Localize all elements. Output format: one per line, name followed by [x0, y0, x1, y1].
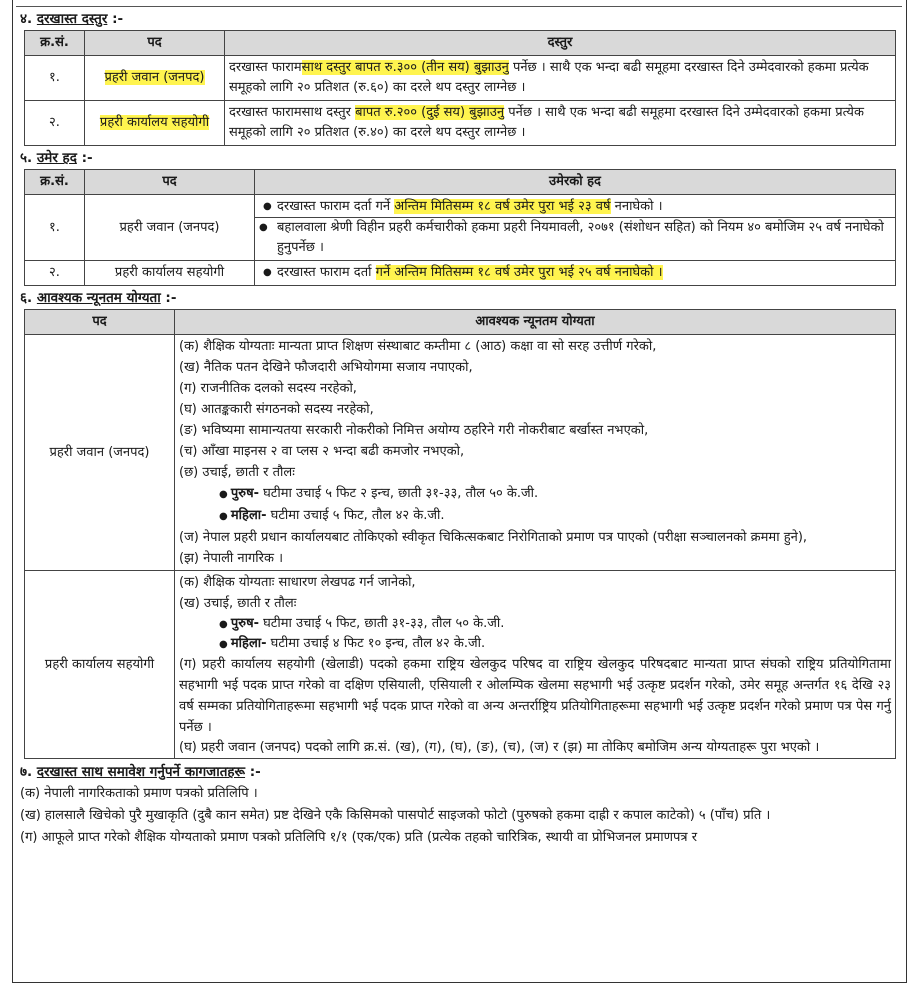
list-item: (ख) उचाई, छाती र तौलः: [179, 596, 297, 611]
table-row: [25, 335, 896, 571]
table-row: [25, 56, 896, 101]
female-label: महिला-: [230, 636, 267, 651]
age-bullets: [259, 197, 891, 258]
list-item: (ग) राजनीतिक दलको सदस्य नरहेको,: [179, 381, 357, 396]
section-5-suffix: :-: [81, 150, 93, 166]
header-age-limit: उमेरको हद: [255, 170, 896, 195]
row-post: प्रहरी कार्यालय सहयोगी: [85, 261, 255, 286]
row-post: प्रहरी कार्यालय सहयोगी: [25, 571, 175, 759]
post-name: प्रहरी जवान (जनपद): [104, 70, 205, 85]
row-fee: [225, 101, 896, 146]
row-post: [85, 56, 225, 101]
list-item: (घ) आतङ्ककारी संगठनको सदस्य नरहेको,: [179, 402, 374, 417]
document-page: [16, 0, 902, 849]
section-7-title: [16, 759, 902, 783]
fee-text-highlight: साथ दस्तुर बापत रु.३०० (तीन सय) बुझाउनु: [301, 60, 509, 75]
row-qualification: [175, 335, 896, 571]
section-4-number: ४.: [20, 11, 33, 27]
list-item: (घ) प्रहरी जवान (जनपद) पदको लागि क्र.सं. (ख), (ग), (घ), (ङ), (च), (ज) र (झ) मा तोकिए बमोजिम अन्य योग्यताहरू पुरा भएको ।: [179, 740, 820, 755]
age-bullets: [259, 263, 891, 283]
section-4-title: [16, 7, 902, 30]
list-item: [259, 197, 891, 217]
documents-list: [16, 783, 902, 849]
list-item: (क) शैक्षिक योग्यताः मान्यता प्राप्त शिक्षण संस्थाबाट कम्तीमा ८ (आठ) कक्षा वा सो सरह उत्तीर्ण गरेको,: [179, 339, 657, 354]
fee-text-pre: दरखास्त फाराम: [229, 60, 302, 75]
row-sn: १.: [25, 195, 85, 261]
list-item: (ङ) भविष्यमा सामान्यतया सरकारी नोकरीको निमित्त अयोग्य ठहरिने गरी नोकरीबाट बर्खास्त नभएको,: [179, 423, 649, 438]
row-age-limit: [255, 195, 896, 261]
list-item: (क) शैक्षिक योग्यताः साधारण लेखपढ गर्न जानेको,: [179, 575, 416, 590]
fee-text-pre: दरखास्त फारामसाथ दस्तुर: [229, 105, 356, 120]
row-age-limit: [255, 261, 896, 286]
header-qualification: आवश्यक न्यूनतम योग्यता: [175, 310, 896, 335]
header-fee: दस्तुर: [225, 31, 896, 56]
page-border-left: [12, 0, 13, 982]
qualification-table-header: [25, 310, 896, 335]
list-item-female: [179, 505, 891, 527]
qualification-list: [179, 572, 891, 757]
header-sn: क्र.सं.: [25, 170, 85, 195]
fee-text-post: पर्नेछ । साथै एक भन्दा बढी समूहमा दरखास्त दिने उम्मेदवारको हकमा प्रत्येक समूहको लागि २० प्रतिशत (रु.६०) का दरले थप दस्तुर लाग्नेछ ।: [229, 60, 869, 95]
list-item-male: [179, 483, 891, 505]
section-6-number: ६.: [20, 290, 33, 306]
list-item: (ख) नैतिक पतन देखिने फौजदारी अभियोगमा सजाय नपाएको,: [179, 360, 473, 375]
qualification-table: [24, 309, 896, 759]
age-text-highlight: गर्ने अन्तिम मितिसम्म १८ वर्ष उमेर पुरा भई २५ वर्ष ननाघेको ।: [375, 265, 663, 280]
section-5-number: ५.: [20, 150, 33, 166]
table-row: [25, 101, 896, 146]
table-row: [25, 195, 896, 261]
header-post: पद: [85, 31, 225, 56]
section-5-title: [16, 146, 902, 169]
list-item: ● बहालवाला श्रेणी विहीन प्रहरी कर्मचारीको हकमा प्रहरी नियमावली, २०७१ (संशोधन सहित) को नियम ४० बमोजिम २५ वर्ष ननाघेको हुनुपर्नेछ ।: [255, 217, 895, 258]
male-text: घटीमा उचाई ५ फिट २ इन्च, छाती ३१-३३, तौल ५० के.जी.: [258, 486, 539, 501]
age-table-header: [25, 170, 896, 195]
row-sn: २.: [25, 101, 85, 146]
list-item: (ग) आफूले प्राप्त गरेको शैक्षिक योग्यताको प्रमाण पत्रको प्रतिलिपि १/१ (एक/एक) प्रति (प्रत्येक तहको चारित्रिक, स्थायी वा प्रोभिजनल प्रमाणपत्र र: [20, 830, 698, 845]
row-fee: [225, 56, 896, 101]
page-border-right: [906, 0, 907, 982]
list-item: [259, 263, 891, 283]
list-item: (झ) नेपाली नागरिक ।: [179, 551, 284, 566]
female-label: महिला-: [230, 508, 267, 523]
section-4-heading: दरखास्त दस्तुर: [36, 11, 108, 27]
row-post: [85, 101, 225, 146]
row-sn: २.: [25, 261, 85, 286]
male-text: घटीमा उचाई ५ फिट, छाती ३१-३३, तौल ५० के.जी.: [258, 616, 505, 631]
row-qualification: [175, 571, 896, 759]
male-label: पुरुष-: [230, 486, 259, 501]
row-sn: १.: [25, 56, 85, 101]
previous-section-fragment: [16, 0, 902, 7]
fee-text-highlight: बापत रु.२०० (दुई सय) बुझाउनु: [355, 105, 505, 120]
male-label: पुरुष-: [230, 616, 259, 631]
header-post: पद: [25, 310, 175, 335]
age-text-pre: दरखास्त फाराम दर्ता: [277, 265, 376, 280]
list-item: (ग) प्रहरी कार्यालय सहयोगी (खेलाडी) पदको हकमा राष्ट्रिय खेलकुद परिषद वा राष्ट्रिय खेलकुद परिषदबाट मान्यता प्राप्त संघको राष्ट्रिय प्रतियोगितामा सहभागी भई पदक प्राप्त गरेको वा दक्षिण एसियाली, एसियाली र ओलम्पिक खेलमा सहभागी भई उत्कृष्ट प्रदर्शन गरेको, उमेर समूह अन्तर्गत १६ देखि २३ वर्ष सम्मका प्रतियोगिताहरूमा सहभागी भई पदक प्राप्त गरेको वा अन्य अन्तर्राष्ट्रिय प्रतियोगिताहरूमा सहभागी भई उत्कृष्ट प्रदर्शन गरेको प्रमाण पत्र पेस गर्नु पर्नेछ ।: [179, 657, 891, 735]
section-7-number: ७.: [20, 764, 33, 780]
row-post: प्रहरी जवान (जनपद): [25, 335, 175, 571]
section-5-heading: उमेर हद: [36, 150, 77, 166]
list-item: (ख) हालसालै खिचेको पुरै मुखाकृति (दुबै कान समेत) प्रष्ट देखिने एकै किसिमको पासपोर्ट साइजको फोटो (पुरुषको हकमा दाह्री र कपाल काटेको) ५ (पाँच) प्रति ।: [20, 808, 771, 823]
post-name: प्रहरी कार्यालय सहयोगी: [99, 115, 210, 130]
list-item: (ज) नेपाल प्रहरी प्रधान कार्यालयबाट तोकिएको स्वीकृत चिकित्सकबाट निरोगिताको प्रमाण पत्र पाएको (परीक्षा सञ्चालनको क्रममा हुने),: [179, 530, 808, 545]
table-row: [25, 571, 896, 759]
section-4-suffix: :-: [112, 11, 124, 27]
section-7-heading: दरखास्त साथ समावेश गर्नुपर्ने कागजातहरू: [36, 764, 246, 780]
list-item-female: [179, 634, 891, 654]
female-text: घटीमा उचाई ५ फिट, तौल ४२ के.जी.: [266, 508, 445, 523]
list-item: (च) आँखा माइनस २ वा प्लस २ भन्दा बढी कमजोर नभएको,: [179, 444, 465, 459]
qualification-list: [179, 336, 891, 569]
list-item: (क) नेपाली नागरिकताको प्रमाण पत्रको प्रतिलिपि ।: [20, 786, 258, 801]
section-6-title: [16, 286, 902, 309]
header-post: पद: [85, 170, 255, 195]
age-text-highlight: अन्तिम मितिसम्म १८ वर्ष उमेर पुरा भई २३ वर्ष: [394, 199, 611, 214]
table-row: [25, 261, 896, 286]
section-7-suffix: :-: [249, 764, 261, 780]
list-item: (छ) उचाई, छाती र तौलः: [179, 465, 295, 480]
female-text: घटीमा उचाई ४ फिट १० इन्च, तौल ४२ के.जी.: [266, 636, 486, 651]
list-item-male: [179, 614, 891, 634]
fee-text-post: पर्नेछ । साथै एक भन्दा बढी समूहमा दरखास्त दिने उम्मेदवारको हकमा प्रत्येक समूहको लागि २० प्रतिशत (रु.४०) का दरले थप दस्तुर लाग्नेछ ।: [229, 105, 864, 140]
section-6-suffix: :-: [165, 290, 177, 306]
age-text-post: ननाघेको ।: [610, 199, 663, 214]
age-text-pre: दरखास्त फाराम दर्ता गर्ने: [277, 199, 395, 214]
fee-table-header: [25, 31, 896, 56]
row-post: प्रहरी जवान (जनपद): [85, 195, 255, 261]
fee-table: [24, 30, 896, 146]
section-6-heading: आवश्यक न्यूनतम योग्यता: [36, 290, 161, 306]
header-sn: क्र.सं.: [25, 31, 85, 56]
age-limit-table: [24, 169, 896, 286]
page-border-bottom: [12, 982, 907, 983]
